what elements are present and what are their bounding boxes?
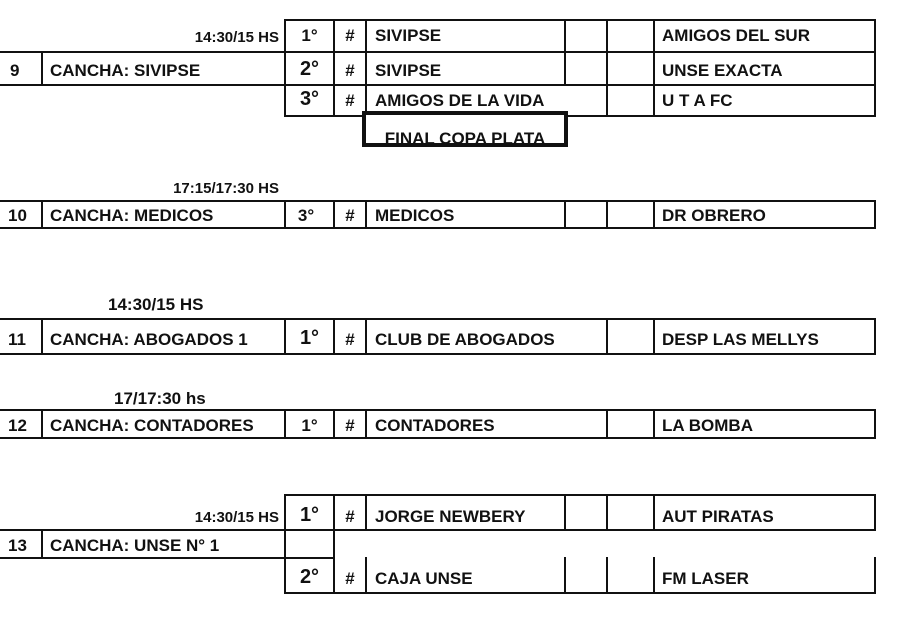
block-12-match-1-round: 1° bbox=[301, 416, 318, 435]
block-11-number: 11 bbox=[8, 330, 26, 349]
final-copa-plata-box bbox=[362, 111, 568, 147]
block-13-match-2-round: 2° bbox=[299, 566, 320, 588]
block-13-number: 13 bbox=[8, 536, 27, 555]
block-9-match-1-hash: # bbox=[345, 26, 355, 45]
block-11-match-1-home: CLUB DE ABOGADOS bbox=[375, 330, 555, 349]
block-11-match-1-hash: # bbox=[345, 330, 355, 349]
block-12-number: 12 bbox=[8, 416, 27, 435]
block-9-match-2-round: 2° bbox=[299, 58, 320, 80]
block-11-court: CANCHA: ABOGADOS 1 bbox=[50, 330, 248, 349]
block-13-match-1-hash: # bbox=[345, 507, 355, 526]
block-9-match-2-home: SIVIPSE bbox=[375, 61, 442, 80]
block-9-match-3-round: 3° bbox=[299, 88, 320, 110]
block-10-time: 17:15/17:30 HS bbox=[173, 180, 279, 197]
block-9-match-1-away: AMIGOS DEL SUR bbox=[662, 26, 810, 45]
block-10-court: CANCHA: MEDICOS bbox=[50, 206, 214, 225]
block-9-match-1-round: 1° bbox=[301, 26, 318, 45]
block-9-court: CANCHA: SIVIPSE bbox=[50, 61, 201, 80]
block-11-time: 14:30/15 HS bbox=[108, 295, 204, 314]
block-12-match-1-home: CONTADORES bbox=[375, 416, 495, 435]
block-9-match-3-hash: # bbox=[345, 91, 355, 110]
block-12-match-1-hash: # bbox=[345, 416, 355, 435]
block-10-number: 10 bbox=[8, 206, 27, 225]
block-11-match-1-away: DESP LAS MELLYS bbox=[662, 330, 819, 349]
block-10-match-1-hash: # bbox=[345, 206, 355, 225]
block-10-match-1-away: DR OBRERO bbox=[662, 206, 766, 225]
block-11-match-1-round: 1° bbox=[299, 327, 320, 349]
block-12-match-1-away: LA BOMBA bbox=[662, 416, 753, 435]
block-9-match-3-away: U T A FC bbox=[662, 91, 733, 110]
block-13-court: CANCHA: UNSE N° 1 bbox=[50, 536, 220, 555]
block-13-time: 14:30/15 HS bbox=[194, 509, 279, 526]
block-13-match-2-home: CAJA UNSE bbox=[375, 569, 473, 588]
block-9-match-1-home: SIVIPSE bbox=[375, 26, 442, 45]
block-9-time: 14:30/15 HS bbox=[194, 29, 279, 46]
block-13-match-2-hash: # bbox=[345, 569, 355, 588]
final-copa-plata-label: FINAL COPA PLATA bbox=[384, 129, 546, 147]
block-12-court: CANCHA: CONTADORES bbox=[50, 416, 254, 435]
block-13-match-2-away: FM LASER bbox=[662, 569, 749, 588]
block-13-match-1-home: JORGE NEWBERY bbox=[375, 507, 526, 526]
block-9-match-2-hash: # bbox=[345, 61, 355, 80]
block-9-match-3-home: AMIGOS DE LA VIDA bbox=[375, 91, 545, 110]
block-10-match-1-round: 3° bbox=[297, 206, 315, 225]
block-9-number: 9 bbox=[10, 61, 20, 80]
block-9-match-2-away: UNSE EXACTA bbox=[662, 61, 783, 80]
block-10-match-1-home: MEDICOS bbox=[375, 206, 455, 225]
block-13-match-1-round: 1° bbox=[299, 504, 320, 526]
block-12-time: 17/17:30 hs bbox=[114, 389, 206, 408]
block-13-match-1-away: AUT PIRATAS bbox=[662, 507, 774, 526]
